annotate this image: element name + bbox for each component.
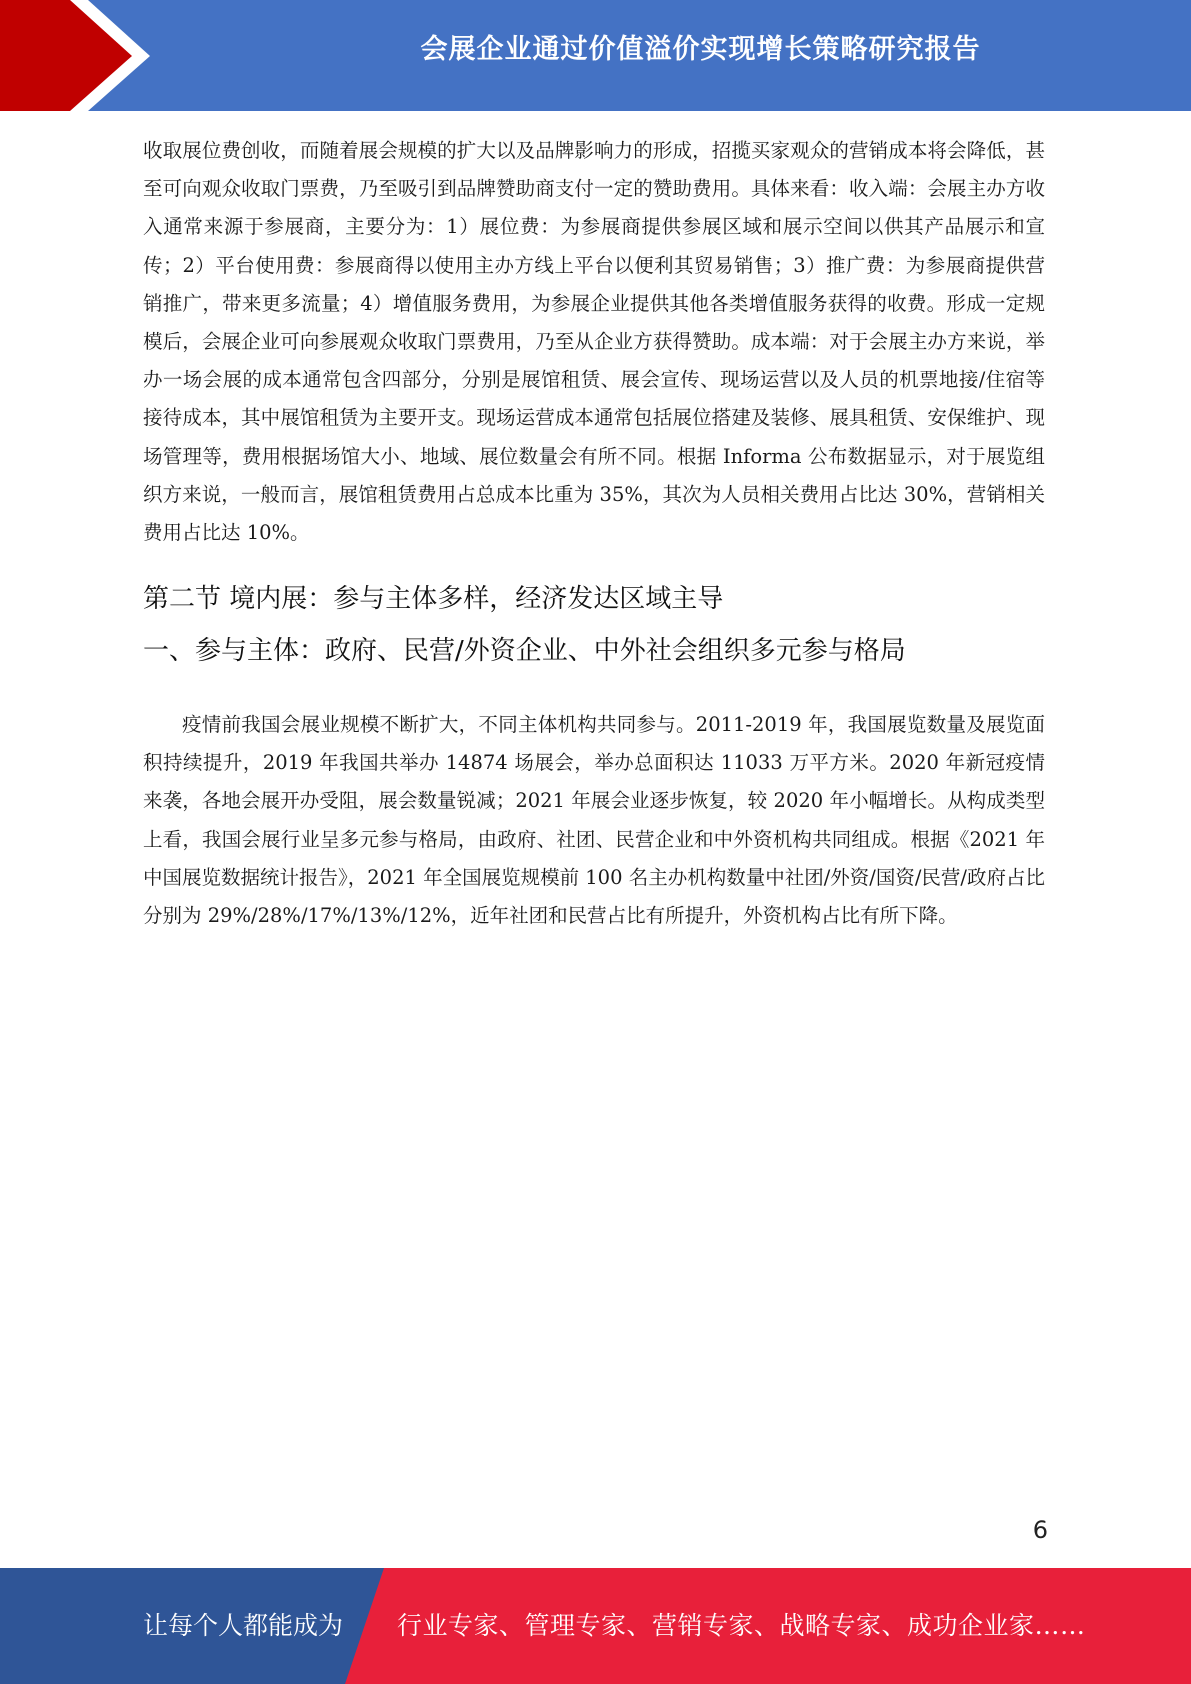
header-band [0,0,1191,111]
paragraph-revenue-cost: 收取展位费创收，而随着展会规模的扩大以及品牌影响力的形成，招揽买家观众的营销成本将会降低，甚至可向观众收取门票费，乃至吸引到品牌赞助商支付一定的赞助费用。具体来看：收入端：会展主办方收入通常来源于参展商，主要分为：1）展位费：为参展商提供参展区域和展示空间以供其产品展示和宣传；2）平台使用费：参展商得以使用主办方线上平台以便利其贸易销售；3）推广费：为参展商提供营销推广，带来更多流量；4）增值服务费用，为参展企业提供其他各类增值服务获得的收费。形成一定规模后，会展企业可向参展观众收取门票费用，乃至从企业方获得赞助。成本端：对于会展主办方来说，举办一场会展的成本通常包含四部分，分别是展馆租赁、展会宣传、现场运营以及人员的机票地接/住宿等接待成本，其中展馆租赁为主要开支。现场运营成本通常包括展位搭建及装修、展具租赁、安保维护、现场管理等，费用根据场馆大小、地域、展位数量会有所不同。根据 Informa 公布数据显示，对于展览组织方来说，一般而言，展馆租赁费用占总成本比重为 35%，其次为人员相关费用占比达 30%，营销相关费用占比达 10%。 [143,139,1045,545]
footer-slogan-right: 行业专家、管理专家、营销专家、战略专家、成功企业家…… [397,1611,1086,1640]
footer-band [0,1568,1191,1684]
body-section-1 [143,132,1045,552]
section-heading: 第二节 境内展：参与主体多样，经济发达区域主导 [143,584,724,614]
footer-slogan-left: 让每个人都能成为 [143,1611,344,1640]
sub-heading: 一、参与主体：政府、民营/外资企业、中外社会组织多元参与格局 [143,636,906,666]
report-title: 会展企业通过价值溢价实现增长策略研究报告 [420,34,981,65]
body-section-2 [143,706,1045,935]
paragraph-participants: 疫情前我国会展业规模不断扩大，不同主体机构共同参与。2011-2019 年，我国展览数量及展览面积持续提升，2019 年我国共举办 14874 场展会，举办总面积达 11033 万平方米。2020 年新冠疫情来袭，各地会展开办受阻，展会数量锐减；2021 年展会业逐步恢复，较 2020 年小幅增长。从构成类型上看，我国会展行业呈多元参与格局，由政府、社团、民营企业和中外资机构共同组成。根据《2021 年中国展览数据统计报告》，2021 年全国展览规模前 100 名主办机构数量中社团/外资/国资/民营/政府占比分别为 29%/28%/17%/13%/12%，近年社团和民营占比有所提升，外资机构占比有所下降。 [143,713,1045,928]
page-number: 6 [1032,1516,1048,1544]
